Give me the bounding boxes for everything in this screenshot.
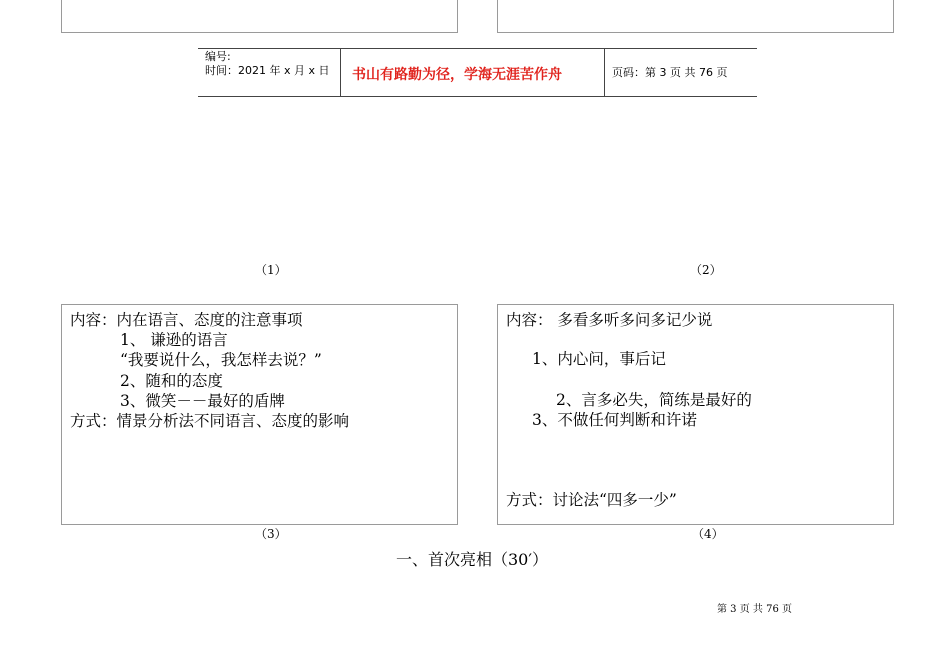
header-divider bbox=[604, 48, 605, 96]
caption-1: （1） bbox=[255, 263, 287, 277]
caption-2: （2） bbox=[690, 263, 722, 277]
header-time-label: 时间：2021 年 x 月 x 日 bbox=[205, 64, 330, 77]
header-bottom-rule bbox=[198, 96, 757, 97]
box4-content-line: 内容： 多看多听多问多记少说 bbox=[506, 311, 713, 329]
top-right-frame bbox=[497, 0, 894, 33]
box3-content-line: 内容：内在语言、态度的注意事项 bbox=[70, 311, 303, 329]
footer-page-number: 第 3 页 共 76 页 bbox=[717, 604, 792, 615]
box4-item-line: 2、言多必失，简练是最好的 bbox=[556, 391, 752, 409]
box4-item-line: 3、不做任何判断和许诺 bbox=[532, 411, 697, 429]
content-box-4 bbox=[497, 304, 894, 525]
box3-quote-line: “我要说什么，我怎样去说？” bbox=[120, 351, 322, 369]
section-heading: 一、首次亮相（30′） bbox=[396, 550, 548, 569]
header-page-info: 页码：第 3 页 共 76 页 bbox=[612, 66, 728, 79]
box3-item-line: 2、随和的态度 bbox=[120, 372, 223, 390]
header-code-label: 编号: bbox=[205, 50, 231, 63]
box3-method-line: 方式：情景分析法不同语言、态度的影响 bbox=[70, 412, 350, 430]
header-top-rule bbox=[198, 48, 757, 49]
header-divider bbox=[340, 48, 341, 96]
box3-item-line: 1、 谦逊的语言 bbox=[120, 331, 228, 349]
caption-3: （3） bbox=[255, 527, 287, 541]
box4-method-line: 方式：讨论法“四多一少” bbox=[506, 491, 677, 509]
caption-4: （4） bbox=[692, 527, 724, 541]
box3-item-line: 3、微笑－－最好的盾牌 bbox=[120, 392, 285, 410]
content-box-3 bbox=[61, 304, 458, 525]
box4-item-line: 1、内心问，事后记 bbox=[532, 350, 666, 368]
top-left-frame bbox=[61, 0, 458, 33]
header-motto: 书山有路勤为径，学海无涯苦作舟 bbox=[352, 67, 562, 83]
